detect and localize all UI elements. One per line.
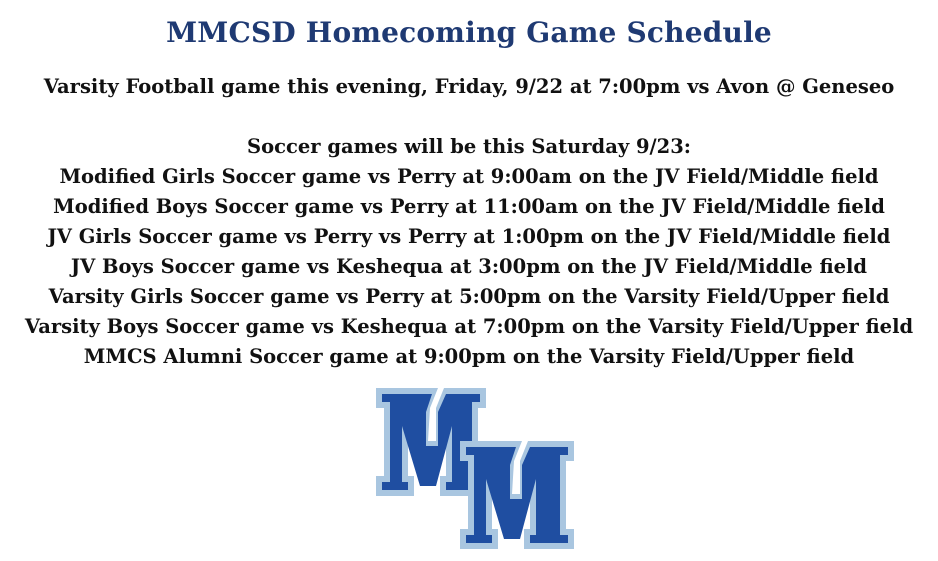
soccer-game-line: JV Boys Soccer game vs Keshequa at 3:00pm on the JV Field/Middle field (70, 255, 868, 278)
football-game-line: Varsity Football game this evening, Friday, 9/22 at 7:00pm vs Avon @ Geneseo (43, 75, 895, 98)
page-title: MMCSD Homecoming Game Schedule (166, 16, 772, 49)
soccer-game-line: JV Girls Soccer game vs Perry vs Perry at 1:00pm on the JV Field/Middle field (47, 225, 891, 248)
soccer-game-line: Modified Boys Soccer game vs Perry at 11:00am on the JV Field/Middle field (53, 195, 885, 218)
soccer-heading: Soccer games will be this Saturday 9/23: (247, 135, 691, 158)
soccer-game-line: MMCS Alumni Soccer game at 9:00pm on the Varsity Field/Upper field (83, 345, 855, 368)
soccer-game-line: Varsity Girls Soccer game vs Perry at 5:00pm on the Varsity Field/Upper field (48, 285, 890, 308)
mm-logo (374, 386, 579, 551)
mm-logo-front-letter (460, 441, 574, 549)
soccer-game-line: Varsity Boys Soccer game vs Keshequa at 7:00pm on the Varsity Field/Upper field (24, 315, 914, 338)
soccer-game-line: Modified Girls Soccer game vs Perry at 9:00am on the JV Field/Middle field (59, 165, 879, 188)
